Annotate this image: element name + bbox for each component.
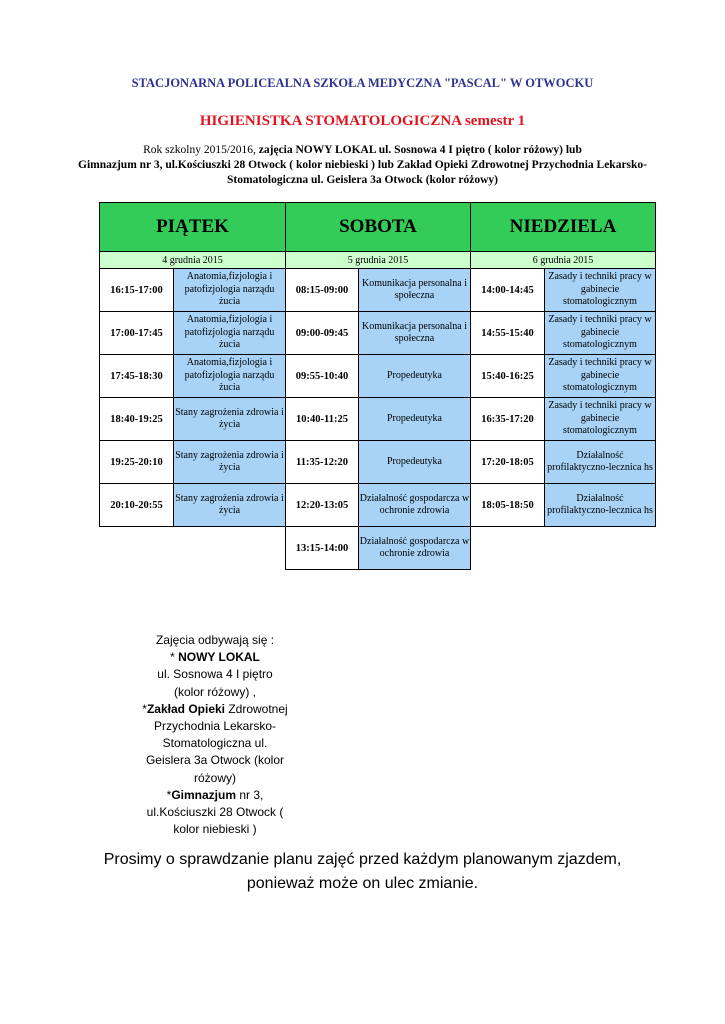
intro-part1: Rok szkolny 2015/2016, — [143, 144, 259, 156]
subject-cell: Działalność gospodarcza w ochronie zdrowia — [359, 484, 471, 527]
time-cell: 09:55-10:40 — [286, 355, 359, 398]
time-cell: 10:40-11:25 — [286, 398, 359, 441]
schedule-row — [100, 441, 656, 484]
intro-location-2: Gimnazjum nr 3, ul.Kościuszki 28 Otwock ( kolor niebieski ) lub Zakład Opieki Zdrowotnej Przychodnia Lekarsko-Stomatologiczna ul. Geislera 3a Otwock (kolor różowy) — [78, 159, 647, 186]
day-header-saturday: SOBOTA — [286, 203, 471, 252]
subject-cell: Działalność gospodarcza w ochronie zdrowia — [359, 527, 471, 570]
subject-cell: Stany zagrożenia zdrowia i życia — [174, 398, 286, 441]
time-cell: 08:15-09:00 — [286, 269, 359, 312]
subject-cell: Anatomia,fizjologia i patofizjologia narządu żucia — [174, 355, 286, 398]
date-sunday: 6 grudnia 2015 — [471, 252, 656, 269]
subject-cell: Propedeutyka — [359, 355, 471, 398]
subject-cell: Stany zagrożenia zdrowia i życia — [174, 441, 286, 484]
time-cell: 14:00-14:45 — [471, 269, 545, 312]
time-cell: 18:05-18:50 — [471, 484, 545, 527]
subject-cell: Anatomia,fizjologia i patofizjologia narządu żucia — [174, 269, 286, 312]
footer-line-1: Prosimy o sprawdzanie planu zajęć przed każdym planowanym zjazdem, — [103, 851, 622, 868]
location-note — [130, 632, 300, 838]
time-cell: 13:15-14:00 — [286, 527, 359, 570]
subject-cell: Zasady i techniki pracy w gabinecie stomatologicznym — [545, 355, 656, 398]
empty-cell — [100, 527, 174, 570]
subject-cell: Propedeutyka — [359, 441, 471, 484]
program-title: HIGIENISTKA STOMATOLOGICZNA semestr 1 — [199, 113, 526, 129]
time-cell: 17:00-17:45 — [100, 312, 174, 355]
subject-cell: Działalność profilaktyczno-lecznica hs — [545, 441, 656, 484]
note-line: *Gimnazjum nr 3, — [166, 787, 264, 802]
time-cell: 15:40-16:25 — [471, 355, 545, 398]
schedule-row — [100, 355, 656, 398]
note-line: Przychodnia Lekarsko- — [153, 719, 277, 734]
note-line: różowy) — [193, 770, 236, 785]
subject-cell: Stany zagrożenia zdrowia i życia — [174, 484, 286, 527]
footer-line-2: ponieważ może on ulec zmianie. — [246, 875, 479, 892]
time-cell: 19:25-20:10 — [100, 441, 174, 484]
schedule-table — [99, 202, 656, 570]
subject-cell: Działalność profilaktyczno-lecznica hs — [545, 484, 656, 527]
day-header-friday: PIĄTEK — [100, 203, 286, 252]
empty-cell — [471, 527, 545, 570]
time-cell: 12:20-13:05 — [286, 484, 359, 527]
note-line: ul.Kościuszki 28 Otwock ( — [146, 805, 284, 820]
note-line: *Zakład Opieki Zdrowotnej — [142, 701, 288, 716]
day-header-sunday: NIEDZIELA — [471, 203, 656, 252]
subject-cell: Zasady i techniki pracy w gabinecie stomatologicznym — [545, 398, 656, 441]
subject-cell: Komunikacja personalna i społeczna — [359, 312, 471, 355]
time-cell: 14:55-15:40 — [471, 312, 545, 355]
schedule-row — [100, 398, 656, 441]
time-cell: 18:40-19:25 — [100, 398, 174, 441]
time-cell: 16:15-17:00 — [100, 269, 174, 312]
intro-text — [40, 143, 685, 188]
intro-location-1: zajęcia NOWY LOKAL ul. Sosnowa 4 I piętro ( kolor różowy) lub — [258, 144, 582, 156]
date-friday: 4 grudnia 2015 — [100, 252, 286, 269]
schedule-row — [100, 269, 656, 312]
empty-cell — [545, 527, 656, 570]
date-saturday: 5 grudnia 2015 — [286, 252, 471, 269]
time-cell: 17:45-18:30 — [100, 355, 174, 398]
schedule-row — [100, 484, 656, 527]
schedule-row — [100, 312, 656, 355]
note-line: ul. Sosnowa 4 I piętro — [157, 667, 273, 682]
note-line: Stomatologiczna ul. — [162, 736, 268, 751]
subject-cell: Propedeutyka — [359, 398, 471, 441]
schedule-row — [100, 527, 656, 570]
note-line: Geislera 3a Otwock (kolor — [145, 753, 285, 768]
note-line: (kolor różowy) , — [173, 684, 256, 699]
time-cell: 11:35-12:20 — [286, 441, 359, 484]
subject-cell: Komunikacja personalna i społeczna — [359, 269, 471, 312]
subject-cell: Zasady i techniki pracy w gabinecie stomatologicznym — [545, 312, 656, 355]
empty-cell — [174, 527, 286, 570]
note-line: Zajęcia odbywają się : — [155, 633, 275, 647]
time-cell: 16:35-17:20 — [471, 398, 545, 441]
school-title: STACJONARNA POLICEALNA SZKOŁA MEDYCZNA "PASCAL" W OTWOCKU — [131, 76, 594, 90]
subject-cell: Zasady i techniki pracy w gabinecie stomatologicznym — [545, 269, 656, 312]
time-cell: 20:10-20:55 — [100, 484, 174, 527]
time-cell: 09:00-09:45 — [286, 312, 359, 355]
footer-notice — [0, 848, 725, 896]
note-line: * NOWY LOKAL — [170, 650, 260, 665]
subject-cell: Anatomia,fizjologia i patofizjologia narządu żucia — [174, 312, 286, 355]
time-cell: 17:20-18:05 — [471, 441, 545, 484]
note-line: kolor niebieski ) — [173, 822, 257, 837]
